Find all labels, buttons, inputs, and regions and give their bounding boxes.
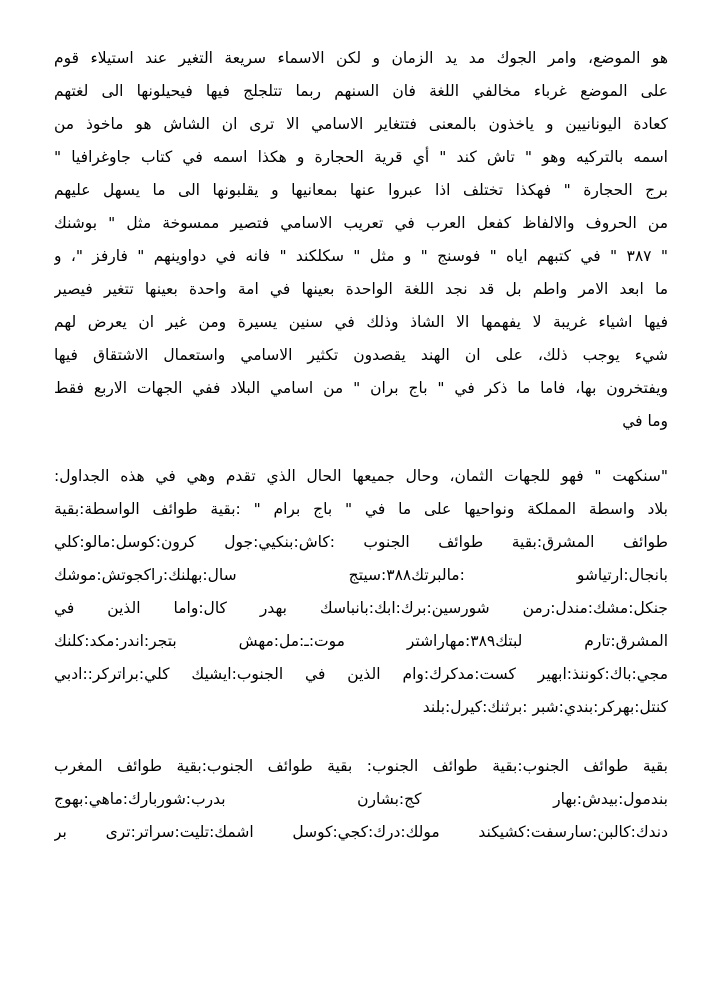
text-line: " ٣٨٧ " في كتبهم اياه " فوسنج " و مثل " سكلكند " فانه في دواوينهم " فارفز "، و: [54, 247, 668, 265]
text-line: طوائف المشرق:بقية طوائف الجنوب :كاش:بنكيي:جول كرون:كوسل:مالو:كلي: [54, 533, 668, 551]
paragraph-1: [54, 42, 668, 438]
paragraph-3: [54, 750, 668, 849]
document-page: [54, 42, 668, 849]
text-line: اسمه بالتركيه وهو " تاش كند " أي قرية الحجارة و هكذا اسمه في كتاب جاوغرافيا ": [54, 148, 668, 166]
text-line: وما في: [622, 412, 668, 430]
text-line: من الحروف والالفاظ كفعل العرب في تعريب الاسامي فتصير ممسوخة مثل " بوشنك: [54, 214, 668, 232]
text-line: برج الحجارة " فهكذا تختلف اذا عبروا عنها بمعانيها و يقلبونها الى ما يسهل عليهم: [54, 181, 668, 199]
text-line: دندك:كالبن:سارسفت:كشيكند مولك:درك:كجي:كوسل اشمك:تليت:سراتر:ترى بر: [54, 823, 668, 841]
text-line: بقية طوائف الجنوب:بقية طوائف الجنوب: بقية طوائف الجنوب:بقية طوائف المغرب: [54, 757, 668, 775]
text-line: ويفتخرون بها، فاما ما ذكر في " باج بران " من اسامي البلاد ففي الجهات الاربع فقط: [54, 379, 668, 397]
text-line: جنكل:مشك:مندل:رمن شورسين:برك:ابك:بانباسك بهدر كال:واما الذين في: [54, 599, 668, 617]
text-line: على الموضع غرباء مخالفي اللغة فان السنهم ربما تتلجلج فيها فيحيلونها الى لغتهم: [54, 82, 668, 100]
text-line: كنتل:بهركر:بندي:شبر :برثنك:كيرل:بلند: [422, 698, 668, 716]
paragraph-spacer: [54, 438, 668, 460]
text-line: "سنكهت " فهو للجهات الثمان، وحال جميعها الحال الذي تقدم وهي في هذه الجداول:: [54, 467, 668, 485]
text-line: مجي:باك:كوننذ:ابهير كست:مدكرك:وام الذين في الجنوب:ايشيك كلي:براتركر::ادبي: [54, 665, 668, 683]
text-line: بلاد واسطة المملكة ونواحيها على ما في " باج برام " :بقية طوائف الواسطة:بقية: [54, 500, 668, 518]
text-line: شيء يوجب ذلك، على ان الهند يقصدون تكثير الاسامي واستعمال الاشتقاق فيها: [54, 346, 668, 364]
text-line: هو الموضع، وامر الجوك مد يد الزمان و لكن الاسماء سريعة التغير عند استيلاء قوم: [54, 49, 668, 67]
text-line: بندمول:بيدش:بهار كج:بشارن بدرب:شوربارك:ماهي:بهوج: [54, 790, 668, 808]
paragraph-spacer: [54, 724, 668, 750]
text-line: المشرق:تارم لبتك٣٨٩:مهاراشتر موت:ـ:مل:مهش بتجر:اندر:مكد:كلنك: [54, 632, 668, 650]
text-line: بانجال:ارتياشو :مالبرتك٣٨٨:سيتج سال:بهلنك:راكجوتش:موشك: [54, 566, 668, 584]
text-line: ما ابعد الامر واطم بل قد نجد اللغة الواحدة بعينها في امة واحدة بعينها تتغير فيصير: [54, 280, 668, 298]
text-line: فيها اشياء غريبة لا يفهمها الا الشاذ وذلك في سنين يسيرة ومن غير ان يعرض لهم: [54, 313, 668, 331]
paragraph-2: [54, 460, 668, 724]
text-line: كعادة اليونانيين و ياخذون بالمعنى فتتغاير الاسامي الا ترى ان الشاش هو ماخوذ من: [54, 115, 668, 133]
